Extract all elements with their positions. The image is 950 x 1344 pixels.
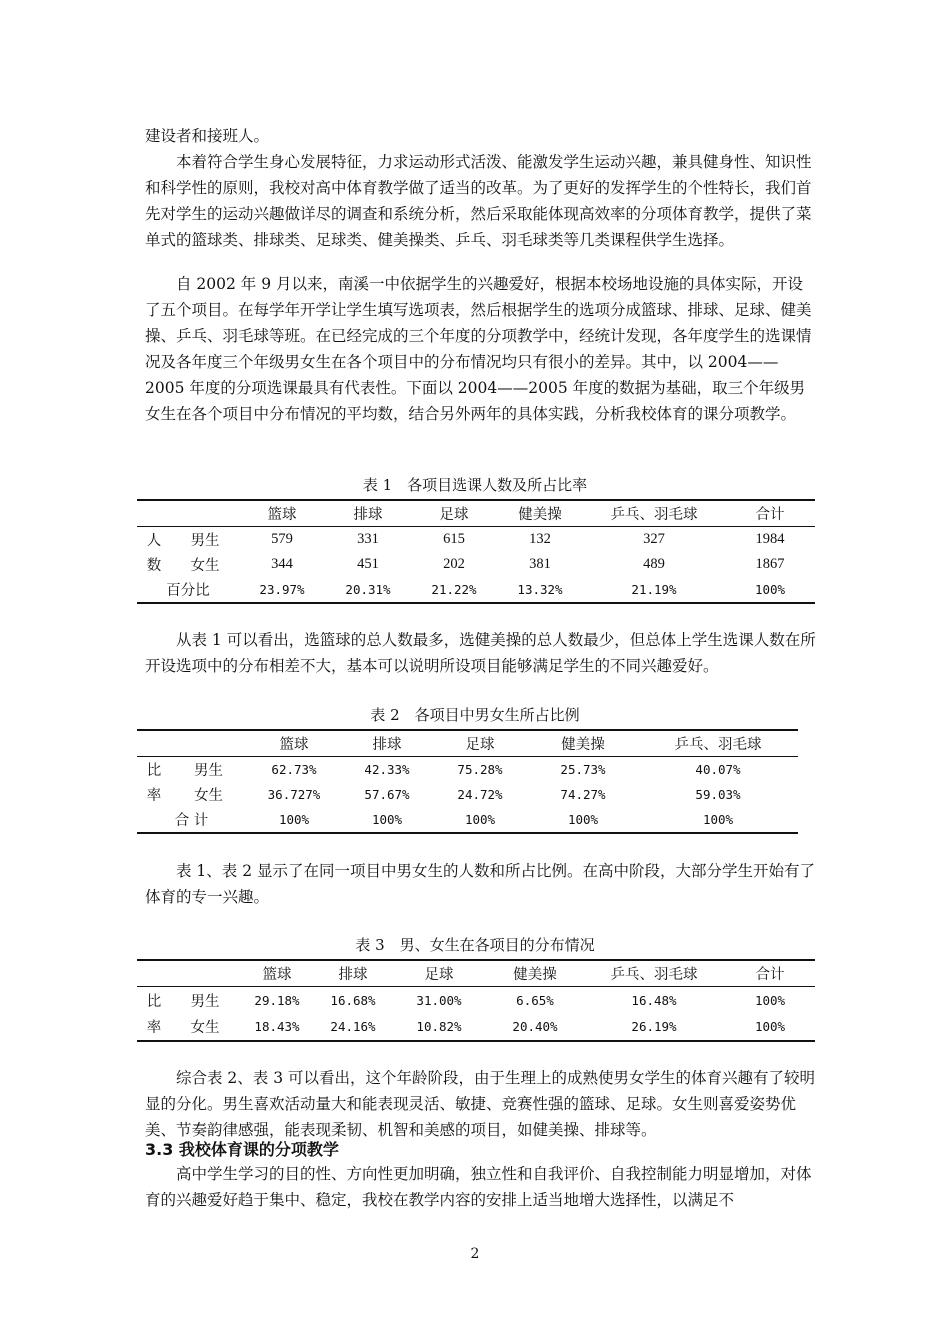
column-header: 乒乓、羽毛球 <box>583 960 725 987</box>
paragraph-5: 表 1、表 2 显示了在同一项目中男女生的人数和所占比例。在高中阶段，大部分学生开始有了体育的专一兴趣。 <box>145 862 816 906</box>
row-group-label: 率 <box>146 788 162 804</box>
paragraph-2: 本着符合学生身心发展特征，力求运动形式活泼、能激发学生运动兴趣，兼具健身性、知识性和科学性的原则，我校对高中体育教学做了适当的改革。为了更好的发挥学生的个性特长，我们首先对学生的运动兴趣做详尽的调查和系统分析，然后采取能体现高效率的分项体育教学，提供了菜单式的篮球类、排球类、足球类、健美操类、乒乓、羽毛球类等几类课程供学生选择。 <box>145 153 812 249</box>
column-header: 健美操 <box>528 730 638 757</box>
table-cell: 100% <box>754 582 786 597</box>
table-2 <box>137 729 798 834</box>
row-label: 合 计 <box>174 813 209 829</box>
table-cell: 74.27% <box>560 787 606 802</box>
table-row-total <box>137 807 798 833</box>
table-cell: 100% <box>278 812 310 827</box>
row-label: 男生 <box>194 763 223 779</box>
column-header: 篮球 <box>246 730 342 757</box>
table-cell: 1984 <box>755 531 785 547</box>
table-cell: 100% <box>371 812 403 827</box>
table-cell: 202 <box>443 556 465 572</box>
table-cell: 327 <box>643 531 665 547</box>
row-group-label: 比 <box>146 993 162 1010</box>
table-cell: 21.22% <box>431 582 477 597</box>
table-cell: 29.18% <box>254 992 300 1008</box>
column-header: 篮球 <box>239 500 325 527</box>
table-cell: 100% <box>464 812 496 827</box>
table-cell: 615 <box>443 531 465 547</box>
row-group-label: 率 <box>146 1020 162 1036</box>
column-header: 排球 <box>342 730 432 757</box>
paragraph-1: 建设者和接班人。 <box>145 127 270 145</box>
table-cell: 100% <box>702 812 734 827</box>
table-cell: 16.68% <box>330 992 376 1008</box>
table-cell: 100% <box>754 992 786 1008</box>
column-header: 乒乓、羽毛球 <box>583 500 725 527</box>
table-3-caption: 表 3 男、女生在各项目的分布情况 <box>355 936 595 954</box>
column-header: 合计 <box>725 500 815 527</box>
table-header-row <box>137 960 815 987</box>
table-cell: 489 <box>643 556 665 572</box>
table-cell: 6.65% <box>516 992 554 1008</box>
table-cell: 16.48% <box>631 992 677 1008</box>
table-row-female <box>137 1014 815 1041</box>
table-cell: 381 <box>529 556 551 572</box>
table-cell: 24.72% <box>457 787 503 802</box>
row-label: 百分比 <box>166 583 210 599</box>
table-cell: 1867 <box>755 556 785 572</box>
section-heading: 3.3 我校体育课的分项教学 <box>145 1140 339 1159</box>
table-cell: 23.97% <box>259 582 305 597</box>
table-cell: 24.16% <box>330 1019 376 1034</box>
column-header: 足球 <box>432 730 528 757</box>
table-cell: 75.28% <box>457 762 503 777</box>
table-cell: 331 <box>357 531 379 547</box>
table-3 <box>137 959 815 1042</box>
table-cell: 20.40% <box>512 1019 558 1034</box>
column-header: 合计 <box>725 960 815 987</box>
row-group-label: 比 <box>146 763 162 779</box>
table-cell: 10.82% <box>416 1019 462 1034</box>
row-label: 女生 <box>190 1020 220 1036</box>
table-1 <box>137 499 815 604</box>
table-1-caption: 表 1 各项目选课人数及所占比率 <box>362 476 588 494</box>
table-cell: 18.43% <box>254 1019 300 1034</box>
table-cell: 100% <box>754 1019 786 1034</box>
table-cell: 42.33% <box>364 762 410 777</box>
table-2-caption: 表 2 各项目中男女生所占比例 <box>370 706 580 724</box>
row-group-label: 人 <box>146 533 162 549</box>
column-header: 健美操 <box>487 960 583 987</box>
table-cell: 40.07% <box>695 762 741 777</box>
table-cell: 25.73% <box>560 762 606 777</box>
paragraph-6: 综合表 2、表 3 可以看出，这个年龄阶段，由于生理上的成熟使男女学生的体育兴趣有了较明显的分化。男生喜欢活动量大和能表现灵活、敏捷、竞赛性强的篮球、足球。女生则喜爱姿势优美、节奏韵律感强，能表现柔韧、机智和美感的项目，如健美操、排球等。 <box>145 1069 816 1139</box>
paragraph-7: 高中学生学习的目的性、方向性更加明确，独立性和自我评价、自我控制能力明显增加，对体育的兴趣爱好趋于集中、稳定，我校在教学内容的安排上适当地增大选择性，以满足不 <box>145 1165 812 1209</box>
table-cell: 21.19% <box>631 582 677 597</box>
column-header: 足球 <box>411 500 497 527</box>
row-group-label: 数 <box>146 558 162 574</box>
table-cell: 31.00% <box>416 992 462 1008</box>
table-cell: 20.31% <box>345 582 391 597</box>
row-label: 女生 <box>190 558 220 574</box>
table-row-male <box>137 987 815 1014</box>
table-cell: 13.32% <box>517 582 563 597</box>
table-cell: 26.19% <box>631 1019 677 1034</box>
table-cell: 62.73% <box>271 762 317 777</box>
table-cell: 36.727% <box>267 787 321 802</box>
page-number: 2 <box>470 1246 480 1262</box>
paragraph-3: 自 2002 年 9 月以来，南溪一中依据学生的兴趣爱好，根据本校场地设施的具体实际，开设了五个项目。在每学年开学让学生填写选项表，然后根据学生的选项分成篮球、排球、足球、健美操、乒乓、羽毛球等班。在已经完成的三个年度的分项教学中，经统计发现，各年度学生的选课情况及各年度三个年级男女生在各个项目中的分布情况均只有很小的差异。其中，以 2004——2005 年度的分项选课最具有代表性。下面以 2004——2005 年度的数据为基础，取三个年级男女生在各个项目中分布情况的平均数，结合另外两年的具体实践，分析我校体育的课分项教学。 <box>145 275 812 423</box>
table-cell: 59.03% <box>695 787 741 802</box>
table-header-row <box>137 730 798 757</box>
table-row-male <box>137 527 815 553</box>
table-row-female <box>137 552 815 577</box>
table-row-female <box>137 782 798 807</box>
table-header-row <box>137 500 815 527</box>
row-label: 男生 <box>190 993 220 1010</box>
column-header: 篮球 <box>239 960 315 987</box>
column-header: 排球 <box>325 500 411 527</box>
column-header: 健美操 <box>497 500 583 527</box>
table-cell: 57.67% <box>364 787 410 802</box>
row-label: 男生 <box>190 533 220 549</box>
table-cell: 451 <box>357 556 379 572</box>
table-cell: 344 <box>271 556 293 572</box>
column-header: 足球 <box>391 960 487 987</box>
table-cell: 132 <box>529 531 551 547</box>
paragraph-4: 从表 1 可以看出，选篮球的总人数最多，选健美操的总人数最少，但总体上学生选课人数在所开设选项中的分布相差不大，基本可以说明所设项目能够满足学生的不同兴趣爱好。 <box>145 631 816 675</box>
column-header: 排球 <box>315 960 391 987</box>
row-label: 女生 <box>194 788 223 804</box>
table-row-male <box>137 757 798 783</box>
table-row-percent <box>137 577 815 603</box>
table-cell: 100% <box>567 812 599 827</box>
column-header: 乒乓、羽毛球 <box>638 730 798 757</box>
table-cell: 579 <box>271 531 293 547</box>
